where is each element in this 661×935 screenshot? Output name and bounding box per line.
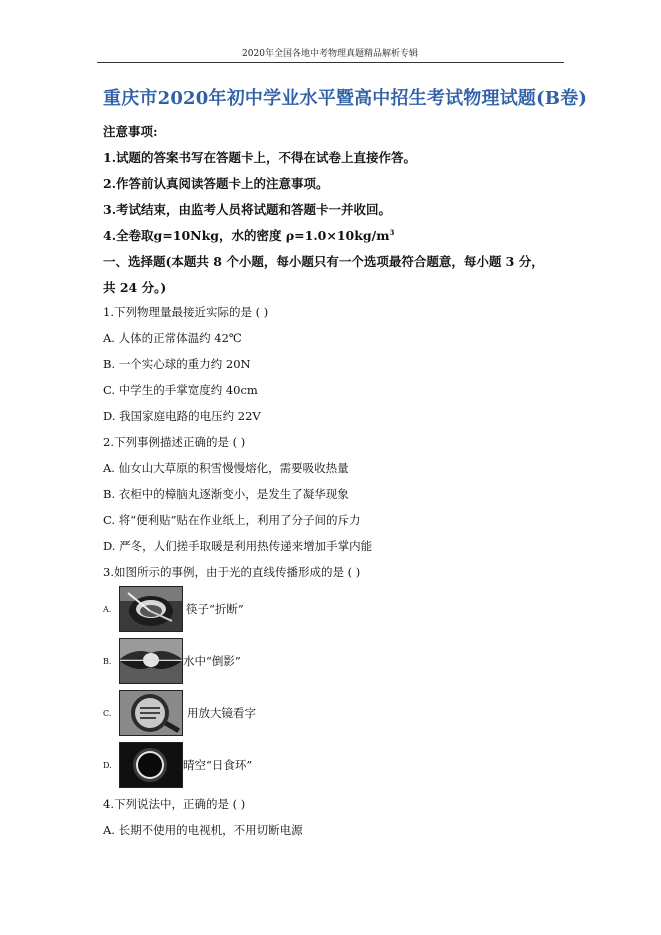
section-heading-line-1: 一、选择题(本题共 8 个小题，每小题只有一个选项最符合题意，每小题 3 分， — [103, 254, 544, 269]
notes-heading: 注意事项: — [103, 124, 158, 139]
question-4-option-a: A. 长期不使用的电视机，不用切断电源 — [103, 823, 303, 837]
notes-item-2: 2.作答前认真阅读答题卡上的注意事项。 — [103, 176, 329, 191]
question-3-option-b-caption: 水中“倒影” — [183, 654, 241, 668]
chopsticks-photo — [119, 586, 183, 632]
question-2-option-b: B. 衣柜中的樟脑丸逐渐变小，是发生了凝华现象 — [103, 487, 349, 501]
question-3-option-a-letter: A. — [103, 605, 112, 614]
notes-item-4 — [103, 226, 394, 244]
question-3-stem: 3.如图所示的事例，由于光的直线传播形成的是 ( ) — [103, 565, 361, 579]
page-header: 2020年全国各地中考物理真题精品解析专辑 — [242, 49, 418, 59]
question-4-stem: 4.下列说法中，正确的是 ( ) — [103, 797, 246, 811]
question-1-option-d: D. 我国家庭电路的电压约 22V — [103, 409, 261, 423]
question-1-option-b: B. 一个实心球的重力约 20N — [103, 357, 251, 371]
magnifier-photo — [119, 690, 183, 736]
solar-eclipse-photo — [119, 742, 183, 788]
question-3-option-c-letter: C. — [103, 709, 112, 718]
question-2-option-d: D. 严冬，人们搓手取暖是利用热传递来增加手掌内能 — [103, 539, 373, 553]
question-2-stem: 2.下列事例描述正确的是 ( ) — [103, 435, 246, 449]
question-3-option-b-letter: B. — [103, 657, 112, 666]
question-3-option-c-caption: 用放大镜看字 — [187, 706, 256, 720]
question-3-option-d-caption: 晴空“日食环” — [183, 758, 253, 772]
question-2-option-a: A. 仙女山大草原的积雪慢慢熔化，需要吸收热量 — [103, 461, 349, 475]
question-1-option-c: C. 中学生的手掌宽度约 40cm — [103, 383, 258, 397]
reflection-photo — [119, 638, 183, 684]
notes-item-4-sup: 3 — [389, 227, 395, 237]
question-3-option-d-letter: D. — [103, 761, 112, 770]
question-2-option-c: C. 将“便利贴”贴在作业纸上，利用了分子间的斥力 — [103, 513, 361, 527]
notes-item-1: 1.试题的答案书写在答题卡上，不得在试卷上直接作答。 — [103, 150, 417, 165]
header-divider — [97, 62, 564, 63]
section-heading-line-2: 共 24 分。) — [103, 280, 167, 295]
question-1-stem: 1.下列物理量最接近实际的是 ( ) — [103, 305, 269, 319]
notes-item-4-text: 4.全卷取g=10Nkg，水的密度 ρ=1.0×10kg/m — [103, 228, 390, 243]
exam-title: 重庆市2020年初中学业水平暨高中招生考试物理试题(B卷) — [103, 88, 588, 109]
notes-item-3: 3.考试结束，由监考人员将试题和答题卡一并收回。 — [103, 202, 392, 217]
question-1-option-a: A. 人体的正常体温约 42℃ — [103, 331, 242, 345]
question-3-option-a-caption: 筷子“折断” — [186, 602, 244, 616]
